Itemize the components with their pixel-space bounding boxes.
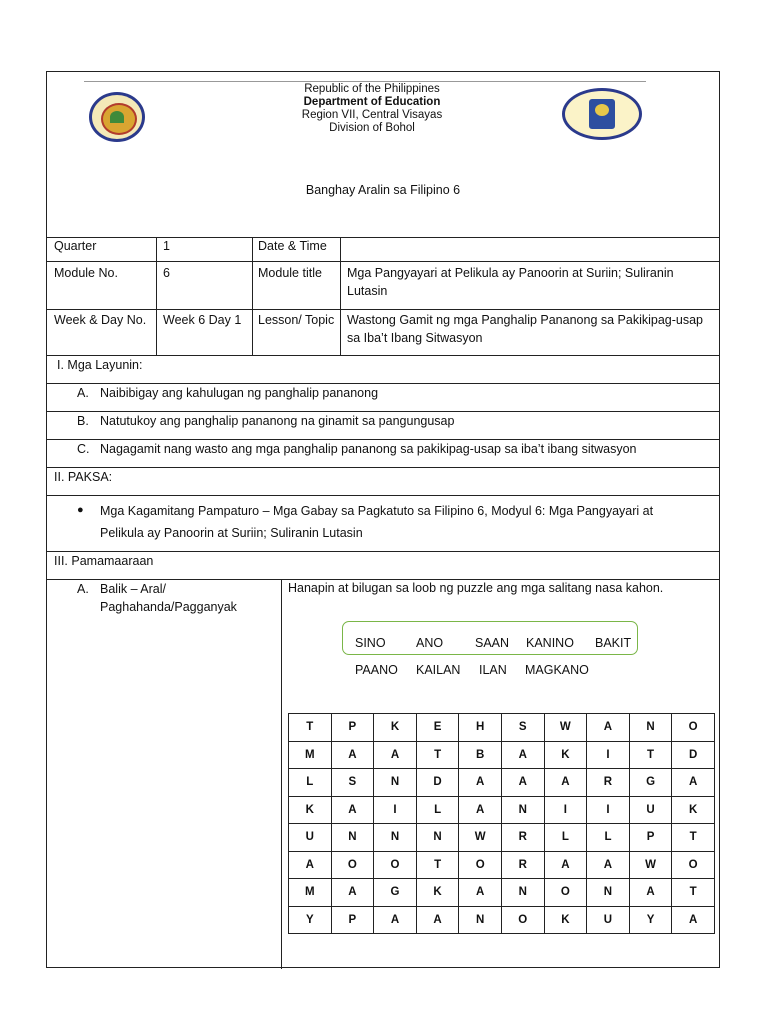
puzzle-row xyxy=(289,714,715,742)
puzzle-cell: O xyxy=(331,851,374,879)
puzzle-cell: W xyxy=(629,851,672,879)
puzzle-cell: A xyxy=(331,741,374,769)
puzzle-cell: N xyxy=(459,906,502,934)
week-day-value: Week 6 Day 1 xyxy=(163,313,242,327)
puzzle-row xyxy=(289,851,715,879)
puzzle-cell: P xyxy=(629,824,672,852)
objective-a-letter: A. xyxy=(77,386,89,400)
header-rule xyxy=(84,81,646,82)
puzzle-cell: Y xyxy=(629,906,672,934)
puzzle-cell: W xyxy=(459,824,502,852)
word-bank-item: SAAN xyxy=(475,636,510,650)
word-bank-item: BAKIT xyxy=(595,636,632,650)
date-time-label: Date & Time xyxy=(258,239,327,253)
puzzle-cell: K xyxy=(289,796,332,824)
puzzle-cell: A xyxy=(587,851,630,879)
puzzle-cell: M xyxy=(289,879,332,907)
puzzle-row xyxy=(289,906,715,934)
paksa-heading: II. PAKSA: xyxy=(54,470,113,484)
puzzle-cell: W xyxy=(544,714,587,742)
puzzle-row xyxy=(289,824,715,852)
puzzle-row xyxy=(289,796,715,824)
puzzle-row xyxy=(289,879,715,907)
puzzle-cell: A xyxy=(459,769,502,797)
puzzle-cell: P xyxy=(331,714,374,742)
puzzle-cell: N xyxy=(374,769,417,797)
puzzle-cell: N xyxy=(587,879,630,907)
puzzle-cell: O xyxy=(672,714,715,742)
puzzle-row xyxy=(289,769,715,797)
objective-c-text: Nagagamit nang wasto ang mga panghalip pananong sa pakikipag-usap sa iba’t ibang sitwasyon xyxy=(100,442,637,456)
objective-a-text: Naibibigay ang kahulugan ng panghalip pananong xyxy=(100,386,379,400)
puzzle-cell: K xyxy=(544,906,587,934)
deped-kagawaran-seal-logo xyxy=(562,88,642,140)
puzzle-cell: A xyxy=(587,714,630,742)
puzzle-cell: T xyxy=(416,741,459,769)
puzzle-cell: R xyxy=(587,769,630,797)
puzzle-cell: R xyxy=(501,851,544,879)
puzzle-cell: A xyxy=(629,879,672,907)
word-bank-item: KANINO xyxy=(526,636,574,650)
puzzle-cell: A xyxy=(331,796,374,824)
puzzle-cell: T xyxy=(289,714,332,742)
puzzle-cell: B xyxy=(459,741,502,769)
word-bank-item: ANO xyxy=(416,636,444,650)
puzzle-cell: T xyxy=(629,741,672,769)
puzzle-cell: O xyxy=(544,879,587,907)
puzzle-cell: P xyxy=(331,906,374,934)
puzzle-cell: L xyxy=(416,796,459,824)
puzzle-cell: D xyxy=(672,741,715,769)
puzzle-cell: A xyxy=(289,851,332,879)
header-republic: Republic of the Philippines xyxy=(304,83,440,95)
deped-bohol-seal-logo xyxy=(89,92,145,142)
puzzle-cell: U xyxy=(587,906,630,934)
puzzle-cell: N xyxy=(331,824,374,852)
word-bank-item: SINO xyxy=(355,636,386,650)
lesson-plan-title: Banghay Aralin sa Filipino 6 xyxy=(305,183,461,197)
puzzle-cell: A xyxy=(501,769,544,797)
puzzle-cell: K xyxy=(374,714,417,742)
puzzle-cell: H xyxy=(459,714,502,742)
module-no-label: Module No. xyxy=(54,266,118,280)
puzzle-cell: K xyxy=(672,796,715,824)
paksa-bullet: ● xyxy=(77,504,84,516)
puzzle-cell: S xyxy=(501,714,544,742)
word-bank-item: KAILAN xyxy=(416,663,461,677)
puzzle-cell: T xyxy=(672,879,715,907)
word-bank-item: MAGKANO xyxy=(525,663,589,677)
puzzle-cell: T xyxy=(416,851,459,879)
puzzle-cell: O xyxy=(501,906,544,934)
puzzle-cell: G xyxy=(629,769,672,797)
puzzle-cell: A xyxy=(416,906,459,934)
puzzle-cell: S xyxy=(331,769,374,797)
puzzle-cell: A xyxy=(459,879,502,907)
puzzle-cell: L xyxy=(544,824,587,852)
puzzle-cell: O xyxy=(459,851,502,879)
puzzle-cell: I xyxy=(374,796,417,824)
module-no-value: 6 xyxy=(163,266,170,280)
puzzle-cell: A xyxy=(544,851,587,879)
puzzle-cell: N xyxy=(629,714,672,742)
lesson-topic-label: Lesson/ Topic xyxy=(258,313,335,327)
module-title-value: Mga Pangyayari at Pelikula ay Panoorin at Suriin; Suliranin Lutasin xyxy=(347,266,674,298)
objective-b-text: Natutukoy ang panghalip pananong na ginamit sa pangungusap xyxy=(100,414,455,428)
puzzle-cell: A xyxy=(672,769,715,797)
puzzle-cell: U xyxy=(289,824,332,852)
step-a-letter: A. xyxy=(77,582,89,596)
module-title-label: Module title xyxy=(258,266,322,280)
lesson-plan-page xyxy=(46,71,720,968)
header-region: Region VII, Central Visayas xyxy=(301,109,443,121)
puzzle-cell: N xyxy=(416,824,459,852)
puzzle-cell: L xyxy=(289,769,332,797)
objective-b-letter: B. xyxy=(77,414,89,428)
objective-c-letter: C. xyxy=(77,442,90,456)
puzzle-cell: M xyxy=(289,741,332,769)
pamamaraan-heading: III. Pamamaaraan xyxy=(54,554,154,568)
puzzle-cell: N xyxy=(501,879,544,907)
puzzle-cell: K xyxy=(544,741,587,769)
puzzle-cell: I xyxy=(587,741,630,769)
puzzle-cell: A xyxy=(672,906,715,934)
puzzle-cell: R xyxy=(501,824,544,852)
puzzle-cell: K xyxy=(416,879,459,907)
lesson-topic-value: Wastong Gamit ng mga Panghalip Pananong sa Pakikipag-usap sa Iba’t Ibang Sitwasyon xyxy=(347,313,704,345)
puzzle-cell: N xyxy=(501,796,544,824)
header-division: Division of Bohol xyxy=(329,122,415,134)
puzzle-cell: A xyxy=(544,769,587,797)
puzzle-row xyxy=(289,741,715,769)
quarter-label: Quarter xyxy=(54,239,97,253)
puzzle-cell: A xyxy=(459,796,502,824)
word-bank-item: PAANO xyxy=(355,663,398,677)
word-bank-item: ILAN xyxy=(479,663,507,677)
puzzle-cell: T xyxy=(672,824,715,852)
puzzle-cell: I xyxy=(544,796,587,824)
puzzle-cell: A xyxy=(374,906,417,934)
puzzle-cell: L xyxy=(587,824,630,852)
week-day-label: Week & Day No. xyxy=(54,313,147,327)
puzzle-cell: Y xyxy=(289,906,332,934)
puzzle-cell: D xyxy=(416,769,459,797)
paksa-text: Mga Kagamitang Pampaturo – Mga Gabay sa Pagkatuto sa Filipino 6, Modyul 6: Mga Pangyayari at Pelikula ay Panoorin at Suriin; Suliranin Lutasin xyxy=(100,504,654,540)
objectives-heading: I. Mga Layunin: xyxy=(57,358,143,372)
word-search-puzzle xyxy=(288,713,715,934)
puzzle-cell: N xyxy=(374,824,417,852)
puzzle-cell: O xyxy=(374,851,417,879)
puzzle-cell: O xyxy=(672,851,715,879)
puzzle-cell: E xyxy=(416,714,459,742)
puzzle-cell: A xyxy=(501,741,544,769)
puzzle-cell: I xyxy=(587,796,630,824)
quarter-value: 1 xyxy=(163,239,170,253)
puzzle-cell: A xyxy=(331,879,374,907)
header-department: Department of Education xyxy=(303,96,441,108)
step-a-text: Balik – Aral/ Paghahanda/Pagganyak xyxy=(100,582,237,614)
puzzle-cell: G xyxy=(374,879,417,907)
puzzle-cell: A xyxy=(374,741,417,769)
puzzle-instruction: Hanapin at bilugan sa loob ng puzzle ang mga salitang nasa kahon. xyxy=(288,581,664,595)
puzzle-cell: U xyxy=(629,796,672,824)
